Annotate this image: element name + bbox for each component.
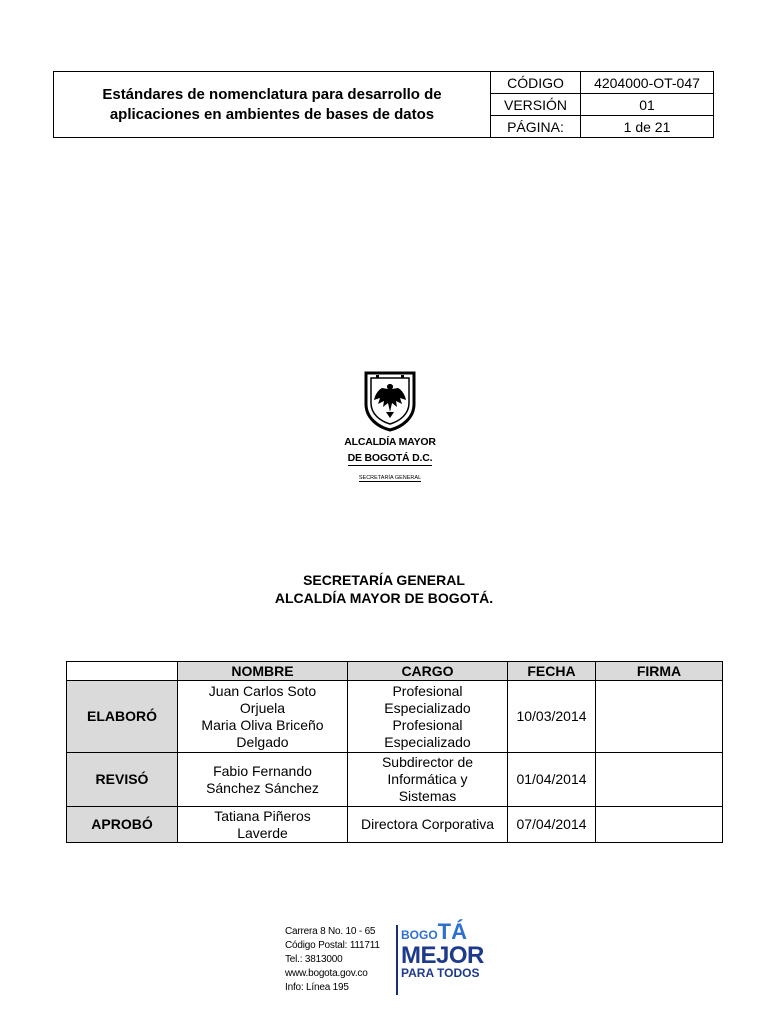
pagina-value: 1 de 21 xyxy=(581,116,714,138)
footer-divider xyxy=(396,925,398,995)
phone-line: Tel.: 3813000 xyxy=(285,954,343,965)
footer-address xyxy=(285,925,380,995)
cargo-line: Subdirector de xyxy=(381,754,474,770)
approval-table xyxy=(66,661,723,843)
name-cell xyxy=(178,681,348,753)
logo-line1: ALCALDÍA MAYOR xyxy=(344,436,436,448)
name-line: Juan Carlos Soto xyxy=(208,682,317,699)
role-cell: APROBÓ xyxy=(67,807,178,843)
cargo-cell xyxy=(348,807,508,843)
cargo-line: Informática y xyxy=(387,771,468,787)
fecha-cell: 10/03/2014 xyxy=(508,681,596,753)
pagina-label: PÁGINA: xyxy=(491,116,581,138)
postal-code-line: Código Postal: 111711 xyxy=(285,940,380,951)
brand-line2: MEJOR xyxy=(401,942,484,969)
cargo-cell xyxy=(348,753,508,807)
name-line: Fabio Fernando xyxy=(213,762,312,779)
alcaldia-title: ALCALDÍA MAYOR DE BOGOTÁ. xyxy=(274,590,494,606)
cargo-cell xyxy=(348,681,508,753)
logo-line3: SECRETARÍA GENERAL xyxy=(358,475,422,481)
cargo-line: Profesional xyxy=(392,682,463,699)
corner-cell xyxy=(67,662,178,681)
table-row xyxy=(67,753,723,807)
name-line: Laverde xyxy=(237,824,288,841)
table-row xyxy=(67,807,723,843)
firma-cell xyxy=(596,681,723,753)
cargo-line: Especializado xyxy=(384,733,471,750)
column-header-nombre: NOMBRE xyxy=(178,662,348,681)
table-row xyxy=(67,681,723,753)
info-line: Info: Línea 195 xyxy=(285,982,349,993)
column-header-firma: FIRMA xyxy=(596,662,723,681)
name-line: Delgado xyxy=(236,733,289,750)
codigo-value: 4204000-OT-047 xyxy=(581,72,714,94)
brand-small: BOGO xyxy=(401,928,438,942)
alcaldia-logo xyxy=(340,370,440,480)
logo-line2: DE BOGOTÁ D.C. xyxy=(347,452,433,464)
version-value: 01 xyxy=(581,94,714,116)
name-line: Tatiana Piñeros xyxy=(214,807,311,824)
name-line: Orjuela xyxy=(239,699,286,716)
fecha-cell: 07/04/2014 xyxy=(508,807,596,843)
name-line: Sánchez Sánchez xyxy=(206,779,319,796)
document-title-line2: aplicaciones en ambientes de bases de datos xyxy=(109,105,435,123)
cargo-line: Especializado xyxy=(384,699,471,716)
address-line: Carrera 8 No. 10 - 65 xyxy=(285,926,376,937)
firma-cell xyxy=(596,807,723,843)
secretaria-title: SECRETARÍA GENERAL xyxy=(303,572,465,588)
column-header-cargo: CARGO xyxy=(348,662,508,681)
role-cell: ELABORÓ xyxy=(67,681,178,753)
name-cell xyxy=(178,753,348,807)
name-line: Maria Oliva Briceño xyxy=(201,716,324,733)
document-title-line1: Estándares de nomenclatura para desarrollo de xyxy=(102,85,442,103)
brand-line3: PARA TODOS xyxy=(401,966,480,980)
website-line: www.bogota.gov.co xyxy=(285,968,368,979)
column-header-fecha: FECHA xyxy=(508,662,596,681)
name-cell xyxy=(178,807,348,843)
document-title xyxy=(54,72,491,138)
bogota-mejor-logo xyxy=(401,919,484,979)
role-cell: REVISÓ xyxy=(67,753,178,807)
version-label: VERSIÓN xyxy=(491,94,581,116)
cargo-line: Directora Corporativa xyxy=(360,816,495,832)
firma-cell xyxy=(596,753,723,807)
document-header xyxy=(53,71,714,138)
fecha-cell: 01/04/2014 xyxy=(508,753,596,807)
coat-of-arms-icon xyxy=(362,370,418,432)
page-footer xyxy=(285,919,515,997)
brand-big: TÁ xyxy=(437,919,467,944)
cargo-line: Profesional xyxy=(392,716,463,733)
codigo-label: CÓDIGO xyxy=(491,72,581,94)
cargo-line: Sistemas xyxy=(398,788,457,804)
